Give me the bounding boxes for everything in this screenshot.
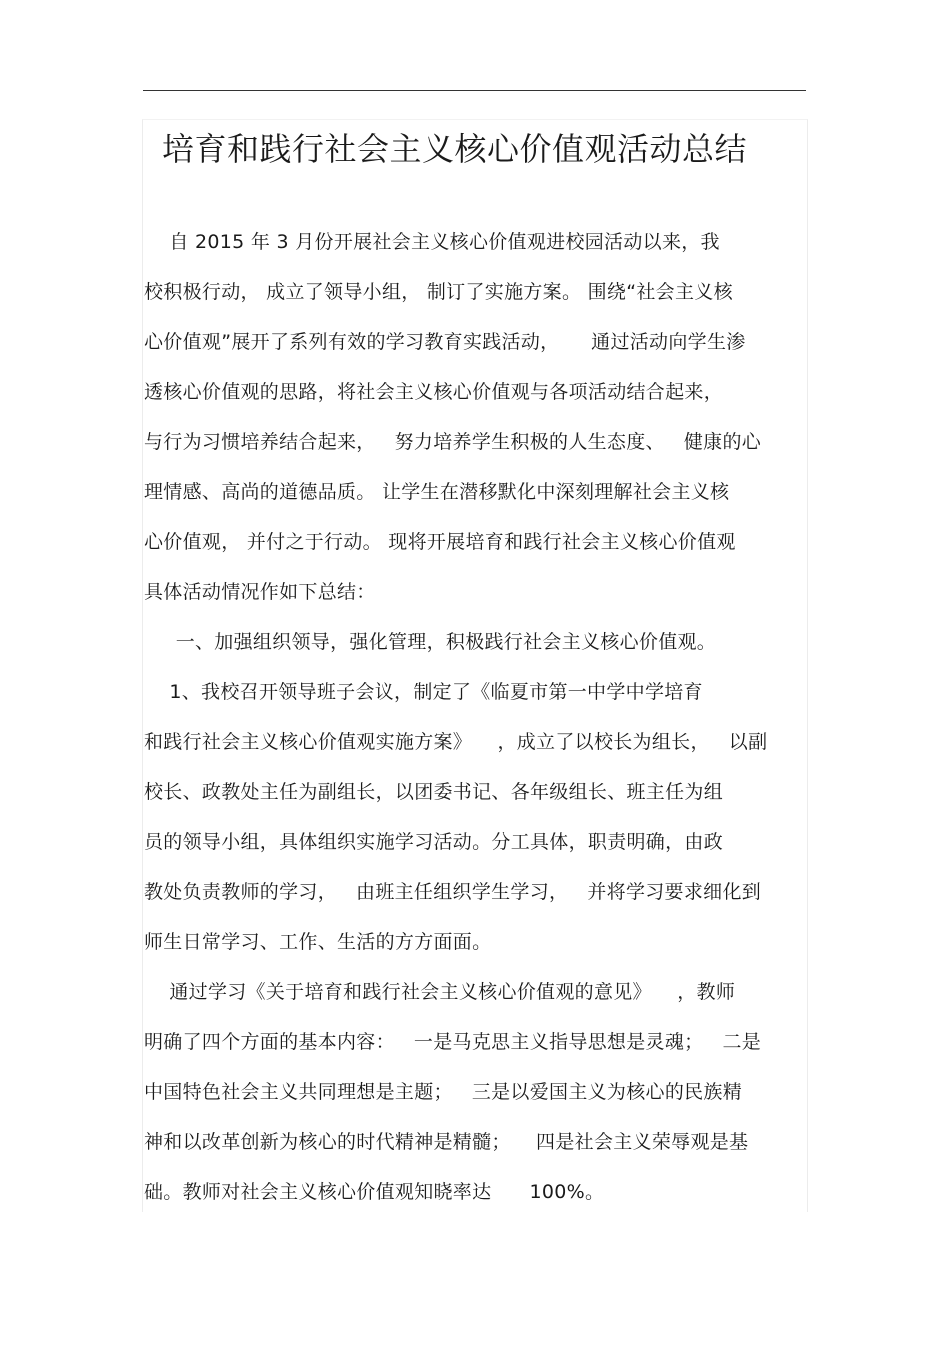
body-line: 自 2015 年 3 月份开展社会主义核心价值观进校园活动以来，我 bbox=[144, 231, 720, 253]
body-line: 1、我校召开领导班子会议，制定了《临夏市第一中学中学培育 bbox=[144, 681, 703, 703]
body-line: 础。教师对社会主义核心价值观知晓率达 100%。 bbox=[144, 1181, 605, 1203]
body-line: 和践行社会主义核心价值观实施方案》 ，成立了以校长为组长， 以副 bbox=[144, 731, 768, 753]
body-line: 员的领导小组，具体组织实施学习活动。分工具体，职责明确，由政 bbox=[144, 831, 724, 853]
header-rule bbox=[143, 90, 806, 91]
body-line: 理情感、高尚的道德品质。 让学生在潜移默化中深刻理解社会主义核 bbox=[144, 481, 730, 503]
body-line: 教处负责教师的学习， 由班主任组织学生学习， 并将学习要求细化到 bbox=[144, 881, 762, 903]
body-line: 中国特色社会主义共同理想是主题； 三是以爱国主义为核心的民族精 bbox=[144, 1081, 743, 1103]
body-line: 神和以改革创新为核心的时代精神是精髓； 四是社会主义荣辱观是基 bbox=[144, 1131, 749, 1153]
body-line: 心价值观， 并付之于行动。 现将开展培育和践行社会主义核心价值观 bbox=[144, 531, 736, 553]
section-heading: 一、加强组织领导，强化管理，积极践行社会主义核心价值观。 bbox=[144, 631, 717, 653]
body-line: 通过学习《关于培育和践行社会主义核心价值观的意见》 ，教师 bbox=[144, 981, 736, 1003]
body-line: 明确了四个方面的基本内容： 一是马克思主义指导思想是灵魂； 二是 bbox=[144, 1031, 762, 1053]
document-title: 培育和践行社会主义核心价值观活动总结 bbox=[162, 130, 748, 168]
body-line: 透核心价值观的思路，将社会主义核心价值观与各项活动结合起来， bbox=[144, 381, 724, 403]
body-line: 具体活动情况作如下总结： bbox=[144, 581, 376, 603]
body-line: 与行为习惯培养结合起来， 努力培养学生积极的人生态度、 健康的心 bbox=[144, 431, 762, 453]
body-line: 校积极行动， 成立了领导小组， 制订了实施方案。 围绕“社会主义核 bbox=[144, 281, 733, 303]
body-line: 师生日常学习、工作、生活的方方面面。 bbox=[144, 931, 492, 953]
body-line: 心价值观”展开了系列有效的学习教育实践活动， 通过活动向学生渗 bbox=[144, 331, 746, 353]
body-line: 校长、政教处主任为副组长，以团委书记、各年级组长、班主任为组 bbox=[144, 781, 724, 803]
